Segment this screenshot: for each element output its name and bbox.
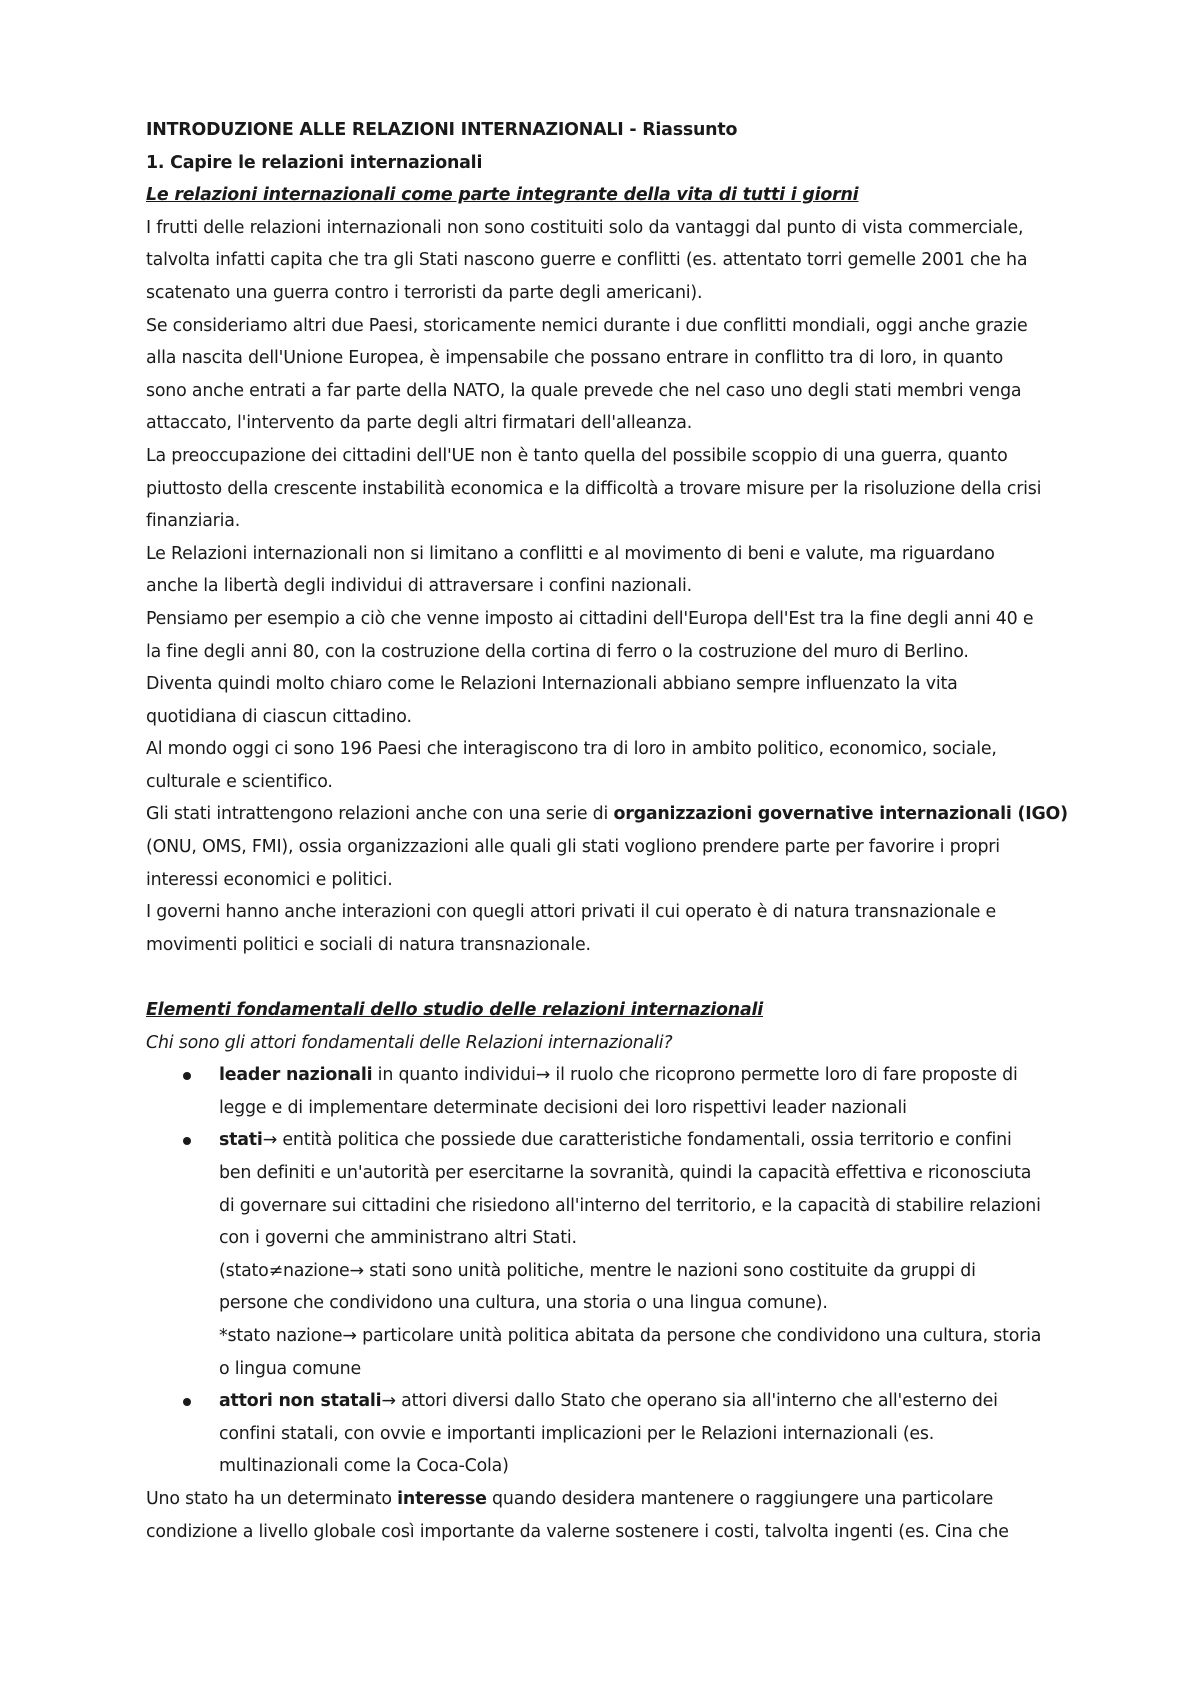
list-item-non-state-actors: attori non statali→ attori diversi dallo Stato che operano sia all'interno che all'esterno dei confini statali, con ovvie e importanti implicazioni per le Relazioni internazionali (es. multinazionali come la Coca-Cola) bbox=[146, 1385, 1096, 1483]
paragraph-igo: Gli stati intrattengono relazioni anche con una serie di organizzazioni governative internazionali (IGO) (ONU, OMS, FMI), ossia organizzazioni alle quali gli stati vogliono prendere parte per favorire i propri interessi economici e politici. bbox=[146, 804, 1068, 890]
chapter-heading: 1. Capire le relazioni internazionali bbox=[146, 152, 483, 173]
document-title: INTRODUZIONE ALLE RELAZIONI INTERNAZIONALI - Riassunto bbox=[146, 120, 738, 140]
bullet-icon bbox=[183, 1137, 191, 1145]
paragraph-daily-influence: Diventa quindi molto chiaro come le Relazioni Internazionali abbiano sempre influenzato la vita quotidiana di ciascun cittadino. bbox=[146, 674, 958, 727]
paragraph-trade-and-conflicts: I frutti delle relazioni internazionali non sono costituiti solo da vantaggi dal punto di vista commerciale, talvolta infatti capita che tra gli Stati nascono guerre e conflitti (es. attentato torri gemelle 2001 che ha scatenato una guerra contro i terroristi da parte degli americani). bbox=[146, 217, 1028, 303]
blank-line bbox=[146, 961, 1096, 994]
section-heading-daily-life: Le relazioni internazionali come parte integrante della vita di tutti i giorni bbox=[146, 185, 859, 206]
bullet-icon bbox=[183, 1072, 191, 1080]
igo-term: organizzazioni governative internazionali (IGO) bbox=[613, 804, 1068, 825]
section-heading-fundamentals: Elementi fondamentali dello studio delle relazioni internazionali bbox=[146, 1000, 764, 1021]
interest-term: interesse bbox=[397, 1488, 487, 1509]
paragraph-196-countries: Al mondo oggi ci sono 196 Paesi che interagiscono tra di loro in ambito politico, economico, sociale, culturale e scientifico. bbox=[146, 739, 997, 792]
list-item-states: stati→ entità politica che possiede due caratteristiche fondamentali, ossia territorio e confini ben definiti e un'autorità per esercitarne la sovranità, quindi la capacità effettiva e riconosciuta di governare sui cittadini che risiedono all'interno del territorio, e la capacità di stabilire relazioni con i governi che amministrano altri Stati. (stato≠nazione→ stati sono unità politiche, mentre le nazioni sono costituite da gruppi di persone che condividono una cultura, una storia o una lingua comune). *stato nazione→ particolare unità politica abitata da persone che condividono una cultura, storia o lingua comune bbox=[146, 1124, 1096, 1385]
actors-question: Chi sono gli attori fondamentali delle Relazioni internazionali? bbox=[146, 1032, 673, 1053]
document-page bbox=[146, 114, 1096, 1548]
bullet-icon bbox=[183, 1398, 191, 1406]
actors-list bbox=[146, 1059, 1096, 1483]
list-item-national-leaders: leader nazionali in quanto individui→ il ruolo che ricoprono permette loro di fare proposte di legge e di implementare determinate decisioni dei loro rispettivi leader nazionali bbox=[146, 1059, 1096, 1124]
paragraph-transnational-actors: I governi hanno anche interazioni con quegli attori privati il cui operato è di natura transnazionale e movimenti politici e sociali di natura transnazionale. bbox=[146, 902, 997, 955]
paragraph-national-interest: Uno stato ha un determinato interesse quando desidera mantenere o raggiungere una particolare condizione a livello globale così importante da valerne sostenere i costi, talvolta ingenti (es. Cina che bbox=[146, 1488, 1009, 1542]
paragraph-freedom-of-movement: Le Relazioni internazionali non si limitano a conflitti e al movimento di beni e valute, ma riguardano anche la libertà degli individui di attraversare i confini nazionali. bbox=[146, 543, 995, 597]
paragraph-eu-nato: Se consideriamo altri due Paesi, storicamente nemici durante i due conflitti mondiali, oggi anche grazie alla nascita dell'Unione Europea, è impensabile che possano entrare in conflitto tra di loro, in quanto sono anche entrati a far parte della NATO, la quale prevede che nel caso uno degli stati membri venga attaccato, l'intervento da parte degli altri firmatari dell'alleanza. bbox=[146, 315, 1028, 434]
paragraph-eastern-europe: Pensiamo per esempio a ciò che venne imposto ai cittadini dell'Europa dell'Est tra la fine degli anni 40 e la fine degli anni 80, con la costruzione della cortina di ferro o la costruzione del muro di Berlino. bbox=[146, 608, 1034, 662]
paragraph-economic-instability: La preoccupazione dei cittadini dell'UE non è tanto quella del possibile scoppio di una guerra, quanto piuttosto della crescente instabilità economica e la difficoltà a trovare misure per la risoluzione della crisi finanziaria. bbox=[146, 445, 1042, 532]
